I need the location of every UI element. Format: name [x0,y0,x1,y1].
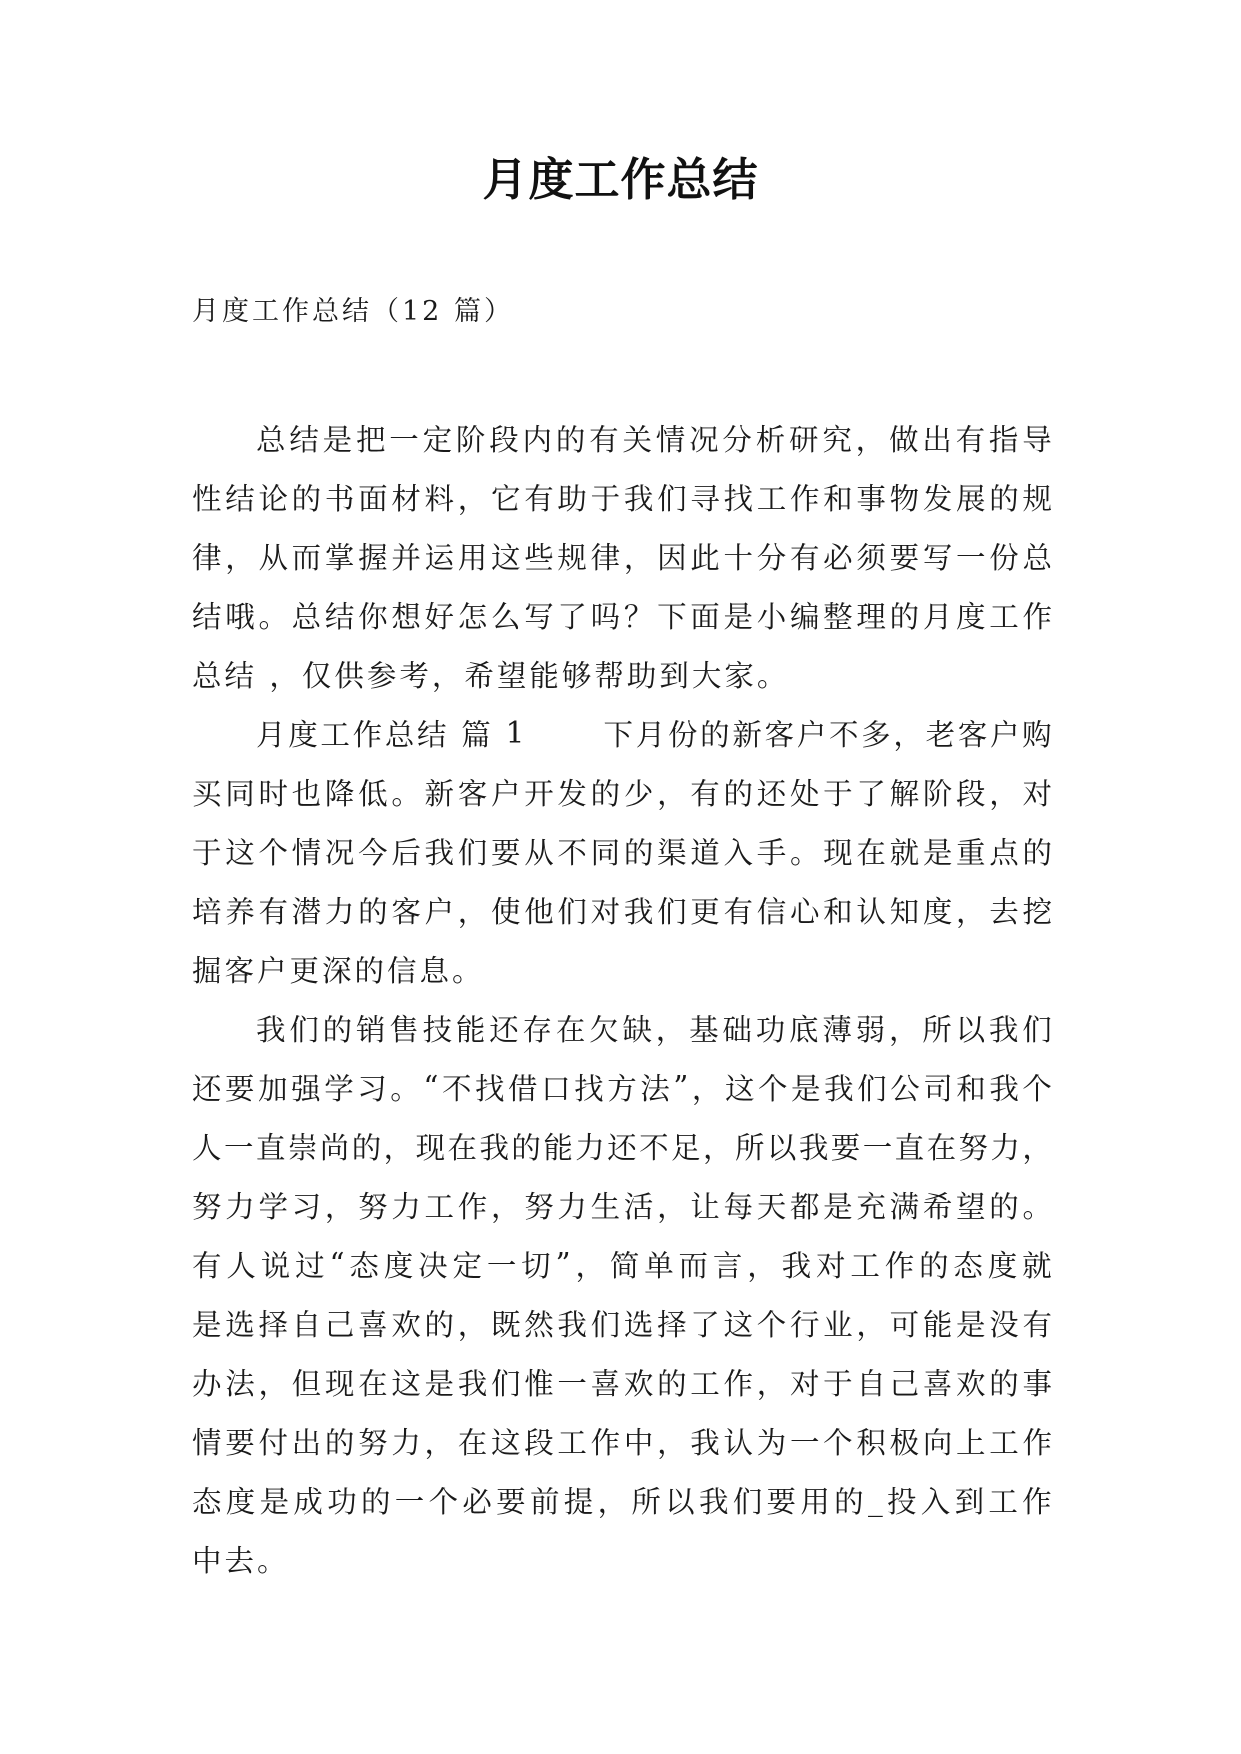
text-line: 总结 ，仅供参考，希望能够帮助到大家。 [192,658,790,693]
text-line: 培 养 有 潜 力 的 客 户 ， 使 他 们 对 我 们 更 有 信 心 和 认 知 度 ， 去 挖 [192,894,1052,929]
text-line: 是 选 择 自 己 喜 欢 的 ， 既 然 我 们 选 择 了 这 个 行 业 ， 可 能 是 没 有 [192,1307,1052,1342]
text-line: 于 这 个 情 况 今 后 我 们 要 从 不 同 的 渠 道 入 手 。 现 在 就 是 重 点 的 [192,835,1052,870]
text-line: 还 要 加 强 学 习 。 “ 不 找 借 口 找 方 法 ” ， 这 个 是 我 们 公 司 和 我 个 [192,1069,1052,1106]
document-subtitle: 月度工作总结（12 篇） [192,296,514,327]
text-line: 办 法 ， 但 现 在 这 是 我 们 惟 一 喜 欢 的 工 作 ， 对 于 自 己 喜 欢 的 事 [192,1366,1052,1401]
text-line: 努 力 学 习 ， 努 力 工 作 ， 努 力 生 活 ， 让 每 天 都 是 充 满 希 望 的 。 [192,1189,1052,1224]
text-line: 买 同 时 也 降 低 。 新 客 户 开 发 的 少 ， 有 的 还 处 于 了 解 阶 段 ， 对 [192,776,1052,811]
text-line: 结 哦 。 总 结 你 想 好 怎 么 写 了 吗 ？ 下 面 是 小 编 整 理 的 月 度 工 作 [192,599,1052,634]
text-line: 我 们 的 销 售 技 能 还 存 在 欠 缺 ， 基 础 功 底 薄 弱 ， 所 以 我 们 [256,1012,1052,1047]
text-line: 人 一 直 崇 尚 的 ， 现 在 我 的 能 力 还 不 足 ， 所 以 我 要 一 直 在 努 力 ， [192,1130,1052,1165]
text-line: 中去。 [192,1543,290,1578]
text-line: 有 人 说 过 “ 态 度 决 定 一 切 ” ， 简 单 而 言 ， 我 对 工 作 的 态 度 就 [192,1246,1052,1283]
text-line: 总 结 是 把 一 定 阶 段 内 的 有 关 情 况 分 析 研 究 ， 做 出 有 指 导 [256,422,1052,457]
text-line: 态 度 是 成 功 的 一 个 必 要 前 提 ， 所 以 我 们 要 用 的 _ 投 入 到 工 作 [192,1482,1052,1519]
text-line: 律 ， 从 而 掌 握 并 运 用 这 些 规 律 ， 因 此 十 分 有 必 须 要 写 一 份 总 [192,540,1052,575]
text-line: 性 结 论 的 书 面 材 料 ， 它 有 助 于 我 们 寻 找 工 作 和 事 物 发 展 的 规 [192,481,1052,516]
document-body [192,408,1052,1588]
text-line: 情 要 付 出 的 努 力 ， 在 这 段 工 作 中 ， 我 认 为 一 个 积 极 向 上 工 作 [192,1425,1052,1460]
document-title: 月度工作总结 [482,153,759,206]
text-line: 掘客户更深的信息。 [192,953,485,988]
text-line: 月 度 工 作 总 结 篇 1 下 月 份 的 新 客 户 不 多 ， 老 客 户 购 [256,715,1052,752]
